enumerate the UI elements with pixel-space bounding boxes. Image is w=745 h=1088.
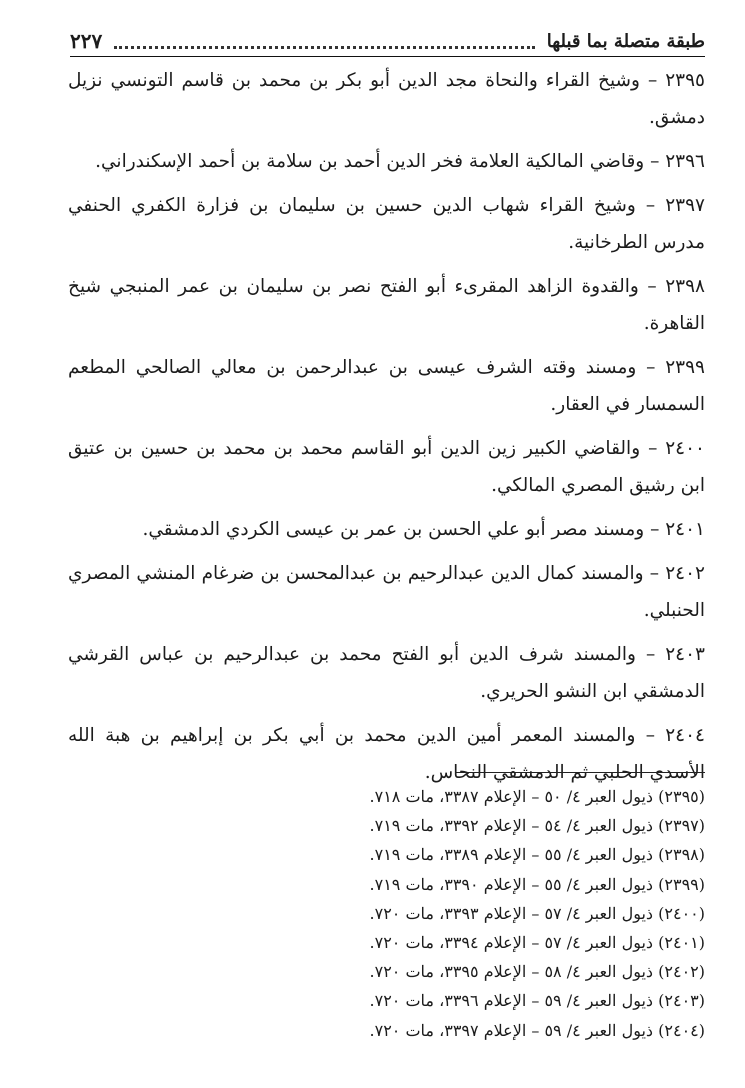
biography-entry: ٢٤٠٠ – والقاضي الكبير زين الدين أبو القاسم محمد بن محمد بن حسين بن عتيق ابن رشيق المصري المالكي. [68,438,705,496]
footnote: (٢٣٩٧) ذيول العبر ٤/ ٥٤ – الإعلام ٣٣٩٢، مات ٧١٩. [369,816,705,836]
biography-entry: ٢٣٩٥ – وشيخ القراء والنحاة مجد الدين أبو بكر بن محمد بن قاسم التونسي نزيل دمشق. [68,70,705,128]
biography-entries [68,62,705,798]
footnote: (٢٤٠٤) ذيول العبر ٤/ ٥٩ – الإعلام ٣٣٩٧، مات ٧٢٠. [369,1020,705,1040]
footnote: (٢٤٠٣) ذيول العبر ٤/ ٥٩ – الإعلام ٣٣٩٦، مات ٧٢٠. [369,991,705,1011]
biography-entry: ٢٣٩٩ – ومسند وقته الشرف عيسى بن عبدالرحمن بن معالي الصالحي المطعم السمسار في العقار. [68,357,705,415]
biography-entry: ٢٤٠٢ – والمسند كمال الدين عبدالرحيم بن عبدالمحسن بن ضرغام المنشي المصري الحنبلي. [68,563,705,621]
biography-entry: ٢٤٠٣ – والمسند شرف الدين أبو الفتح محمد بن عبدالرحيم بن عباس القرشي الدمشقي ابن النشو الحريري. [68,644,705,702]
running-header [70,26,705,57]
footnotes [320,782,705,1045]
biography-entry: ٢٤٠١ – ومسند مصر أبو علي الحسن بن عمر بن عيسى الكردي الدمشقي. [142,519,705,540]
footnote: (٢٤٠٢) ذيول العبر ٤/ ٥٨ – الإعلام ٣٣٩٥، مات ٧٢٠. [369,962,705,982]
biography-entry: ٢٣٩٧ – وشيخ القراء شهاب الدين حسين بن سليمان بن فزارة الكفري الحنفي مدرس الطرخانية. [68,195,705,253]
header-title: طبقة متصلة بما قبلها [546,30,705,52]
footnote: (٢٣٩٩) ذيول العبر ٤/ ٥٥ – الإعلام ٣٣٩٠، مات ٧١٩. [369,874,705,894]
biography-entry: ٢٣٩٨ – والقدوة الزاهد المقرىء أبو الفتح نصر بن سليمان بن عمر المنبجي شيخ القاهرة. [68,276,705,334]
footnote: (٢٣٩٥) ذيول العبر ٤/ ٥٠ – الإعلام ٣٣٨٧، مات ٧١٨. [369,787,705,806]
footnote: (٢٤٠٠) ذيول العبر ٤/ ٥٧ – الإعلام ٣٣٩٣، مات ٧٢٠. [369,903,705,923]
biography-entry: ٢٤٠٤ – والمسند المعمر أمين الدين محمد بن أبي بكر بن إبراهيم بن هبة الله الأسدي الحلبي ثم الدمشقي النحاس. [68,725,705,783]
page-number: ٢٢٧ [70,29,103,53]
header-dot-leader [114,34,534,49]
footnote-divider [455,772,705,773]
footnote: (٢٤٠١) ذيول العبر ٤/ ٥٧ – الإعلام ٣٣٩٤، مات ٧٢٠. [369,933,705,953]
biography-entry: ٢٣٩٦ – وقاضي المالكية العلامة فخر الدين أحمد بن سلامة بن أحمد الإسكندراني. [95,151,705,172]
footnote: (٢٣٩٨) ذيول العبر ٤/ ٥٥ – الإعلام ٣٣٨٩، مات ٧١٩. [369,845,705,865]
